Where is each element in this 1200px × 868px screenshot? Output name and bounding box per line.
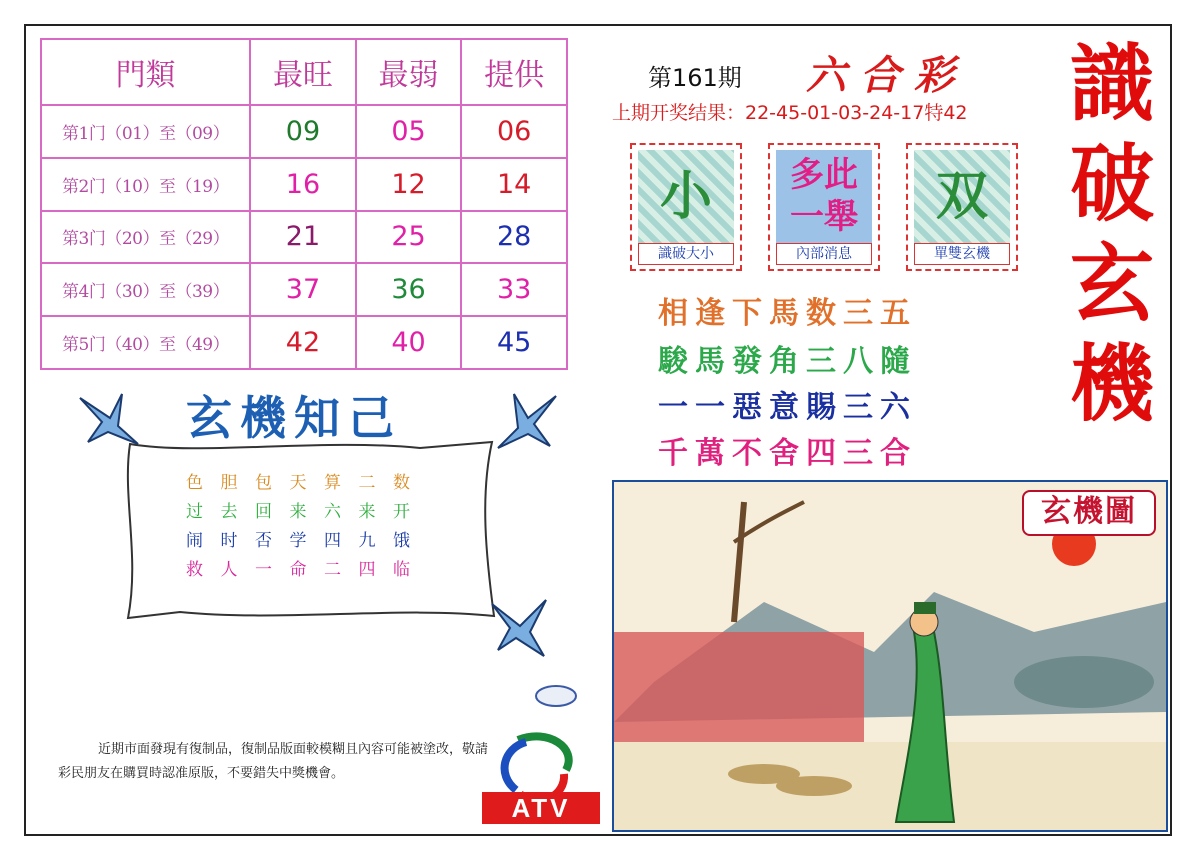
row-label: 第4门（30）至（39） (41, 263, 250, 316)
main-title-char: 玄 (1069, 234, 1154, 333)
table-row (41, 158, 567, 211)
number-cell: 40 (356, 316, 462, 369)
notice-text: 近期市面發現有復制品，復制品版面較模糊且內容可能被塗改，敬請彩民朋友在購買時認准原版，不要錯失中獎機會。 (58, 742, 489, 781)
mark-six-icon (532, 680, 580, 710)
thumb-caption: 內部消息 (776, 243, 872, 265)
number-cell: 16 (250, 158, 356, 211)
thumb-caption: 單雙玄機 (914, 243, 1010, 265)
bird-icon (78, 392, 142, 448)
header-weakest: 最弱 (356, 39, 462, 105)
number-cell: 06 (461, 105, 567, 158)
table-row (41, 316, 567, 369)
scene-title: 玄機圖 (1022, 490, 1156, 536)
main-title (1060, 34, 1164, 434)
number-cell: 21 (250, 211, 356, 264)
bird-icon (494, 392, 558, 452)
poem-row: 色胆包天算二数 (186, 473, 428, 493)
thumb-caption: 識破大小 (638, 243, 734, 265)
number-table (40, 38, 568, 370)
header-category: 門類 (41, 39, 250, 105)
number-cell: 37 (250, 263, 356, 316)
poem-row: 救人一命二四临 (186, 560, 428, 580)
main-title-char: 破 (1069, 134, 1154, 233)
xuanji-poem (186, 468, 428, 584)
table-row (41, 105, 567, 158)
table-row (41, 211, 567, 264)
row-label: 第2门（10）至（19） (41, 158, 250, 211)
main-title-char: 機 (1069, 334, 1154, 433)
header-hottest: 最旺 (250, 39, 356, 105)
thumb-glyph: 多此一舉 (790, 155, 858, 237)
number-cell: 45 (461, 316, 567, 369)
number-cell: 09 (250, 105, 356, 158)
xuanji-title: 玄機知己 (186, 391, 402, 445)
verse-line: 駿馬發角三八隨 (658, 344, 917, 379)
row-label: 第1门（01）至（09） (41, 105, 250, 158)
number-cell: 12 (356, 158, 462, 211)
main-title-char: 識 (1069, 34, 1154, 133)
poem-row: 闹时否学四九饿 (186, 531, 428, 551)
table-header-row (41, 39, 567, 105)
number-cell: 28 (461, 211, 567, 264)
table-row (41, 263, 567, 316)
number-cell: 42 (250, 316, 356, 369)
thumb-inside-news (768, 143, 880, 271)
number-cell: 36 (356, 263, 462, 316)
thumb-glyph: 双 (935, 166, 988, 227)
previous-result: 上期开奖结果：22-45-01-03-24-17特42 (612, 102, 968, 124)
poem-row: 过去回来六来开 (186, 502, 428, 522)
atv-label: ATV (482, 792, 600, 824)
number-cell: 14 (461, 158, 567, 211)
verse-line: 一一惡意賜三六 (658, 390, 917, 425)
thumb-odd-even (906, 143, 1018, 271)
header-provided: 提供 (461, 39, 567, 105)
issue-number: 第161期 (648, 64, 742, 92)
number-cell: 25 (356, 211, 462, 264)
thumb-size (630, 143, 742, 271)
row-label: 第3门（20）至（29） (41, 211, 250, 264)
number-cell: 33 (461, 263, 567, 316)
verse-line: 相逢下馬数三五 (658, 296, 917, 331)
bird-icon (490, 598, 556, 660)
mark-six-logo (532, 680, 580, 710)
verse-line: 千萬不舍四三合 (658, 436, 917, 471)
brand-title: 六合彩 (806, 52, 968, 99)
thumb-glyph: 小 (659, 166, 712, 227)
number-cell: 05 (356, 105, 462, 158)
row-label: 第5门（40）至（49） (41, 316, 250, 369)
